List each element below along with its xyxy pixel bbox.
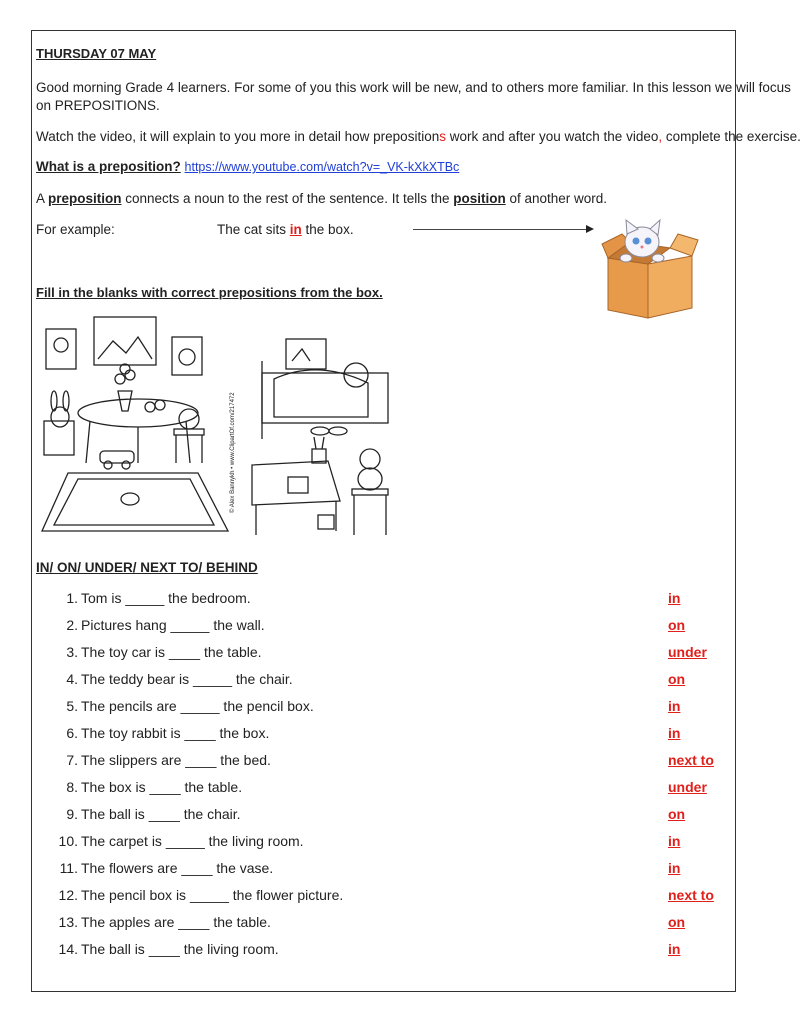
exercise-number: 3. [66,644,78,660]
small-box-under-table [318,515,334,529]
exercise-sentence: The toy car is ____ the table. [81,644,262,660]
what-is-preposition-label: What is a preposition? [36,159,181,174]
exercise-sentence: The teddy bear is _____ the chair. [81,671,293,687]
bed-quilt [274,370,368,417]
definition-middle: connects a noun to the rest of the sentence. It tells the [121,191,454,206]
intro-line-2: on PREPOSITIONS. [36,98,160,113]
toy-box [44,421,74,455]
exercise-answer: in [668,833,681,849]
exercise-answer: in [668,725,681,741]
watch-text-3: complete the exercise. [662,129,801,144]
exercise-sentence: The toy rabbit is ____ the box. [81,725,270,741]
exercise-row [56,860,736,887]
exercise-number: 10. [58,833,78,849]
apple-2 [155,400,165,410]
definition-position-word: position [453,191,506,206]
spinning-top [121,493,139,505]
carpet-inner-border [54,479,214,525]
cat-in-box-image [600,220,700,320]
carpet [42,473,228,531]
exercise-sentence: The ball is ____ the chair. [81,806,241,822]
teddy-bear-body [358,468,382,490]
cat-eye-left [633,238,640,245]
chair-seat [174,429,204,435]
exercise-number: 1. [66,590,78,606]
page-heading: THURSDAY 07 MAY [36,46,157,61]
exercise-number: 8. [66,779,78,795]
fruit-picture [172,337,202,375]
exercise-sentence: Tom is _____ the bedroom. [81,590,251,606]
exercise-answer: on [668,617,686,633]
exercise-number: 7. [66,752,78,768]
exercise-sentence: The box is ____ the table. [81,779,243,795]
exercise-sentence: The flowers are ____ the vase. [81,860,274,876]
exercise-row [56,941,736,968]
watch-instruction [36,129,801,145]
exercise-answer: under [668,779,707,795]
bed [262,373,388,423]
teddy-bear-head [360,449,380,469]
flower-picture-card [288,477,308,493]
portrait-face [54,338,68,352]
fruit-picture-apple [179,349,195,365]
exercise-sentence: The slippers are ____ the bed. [81,752,271,768]
exercise-answer: on [668,806,686,822]
exercise-row [56,914,736,941]
exercise-sentence: Pictures hang _____ the wall. [81,617,265,633]
example-highlight: in [289,222,302,237]
video-link[interactable]: https://www.youtube.com/watch?v=_VK-kXkXTBc [184,160,460,174]
definition [36,191,607,207]
box-flap-right [670,234,698,256]
slipper-right [329,427,347,435]
fill-instruction: Fill in the blanks with correct prepositions from the box. [36,285,383,300]
room-illustration [38,313,398,541]
exercise-row [56,779,736,806]
toy-car [100,451,134,463]
exercise-answer: on [668,914,686,930]
exercise-row [56,671,736,698]
word-box: IN/ ON/ UNDER/ NEXT TO/ BEHIND [36,560,258,575]
watch-text-1: Watch the video, it will explain to you more in detail how preposition [36,129,440,144]
exercise-row [56,806,736,833]
table-leg-2 [186,421,190,463]
toy-rabbit-ear-left [51,391,57,411]
example-after: the box. [301,222,354,237]
example-arrow-line [413,229,588,230]
exercise-row [56,752,736,779]
exercise-list [56,590,736,968]
exercise-number: 13. [58,914,78,930]
definition-end: of another word. [505,191,608,206]
exercise-answer: in [668,860,681,876]
exercise-row [56,698,736,725]
exercise-sentence: The apples are ____ the table. [81,914,271,930]
exercise-row [56,617,736,644]
cat-paw-right [652,254,664,262]
what-is-preposition-row [36,159,459,175]
example-label: For example: [36,222,115,237]
box-front-right [648,256,692,318]
toy-car-wheel-2 [122,461,130,469]
landscape-picture [94,317,156,365]
portrait-picture [46,329,76,369]
exercise-sentence: The ball is ____ the living room. [81,941,279,957]
exercise-answer: next to [668,752,714,768]
toy-car-wheel-1 [104,461,112,469]
exercise-answer: in [668,590,681,606]
intro-line-1: Good morning Grade 4 learners. For some of you this work will be new, and to others more familiar. In this lesson we will focus [36,80,791,95]
exercise-answer: next to [668,887,714,903]
exercise-sentence: The pencils are _____ the pencil box. [81,698,314,714]
toy-rabbit-head [51,407,69,427]
cat-eye-right [645,238,652,245]
exercise-row [56,644,736,671]
apple-1 [145,402,155,412]
landscape-mountains [98,337,152,359]
exercise-row [56,590,736,617]
cat-nose [641,246,644,249]
watch-text-2: work and after you watch the video [445,129,659,144]
box-front-left [608,258,648,318]
cat-paw-left [620,254,632,262]
flower-1 [115,374,125,384]
exercise-answer: in [668,941,681,957]
desk-top [252,461,340,505]
toy-rabbit-ear-right [63,391,69,411]
watch-text-s: s [439,129,446,144]
slipper-left [311,427,329,435]
exercise-sentence: The pencil box is _____ the flower picture. [81,887,344,903]
pencil-2 [322,437,324,449]
exercise-number: 14. [58,941,78,957]
exercise-row [56,833,736,860]
example-sentence [217,222,354,238]
exercise-answer: under [668,644,707,660]
exercise-row [56,887,736,914]
example-before: The cat sits [217,222,290,237]
exercise-number: 9. [66,806,78,822]
watch-text-comma: , [658,129,663,144]
exercise-number: 5. [66,698,78,714]
illustration-credit: © Alex Bannykh • www.ClipartOf.com/217472 [230,392,236,513]
exercise-row [56,725,736,752]
exercise-number: 12. [58,887,78,903]
exercise-number: 2. [66,617,78,633]
definition-a: A [36,191,49,206]
exercise-number: 11. [59,860,78,876]
exercise-sentence: The carpet is _____ the living room. [81,833,304,849]
pencil-1 [314,437,316,449]
vase [118,391,132,411]
exercise-answer: in [668,698,681,714]
definition-preposition-word: preposition [48,191,122,206]
exercise-answer: on [668,671,686,687]
example-arrowhead [586,225,594,233]
exercise-number: 4. [66,671,78,687]
boat-sail [292,349,310,361]
exercise-number: 6. [66,725,78,741]
table-leg-1 [86,421,90,463]
ball [179,409,199,429]
